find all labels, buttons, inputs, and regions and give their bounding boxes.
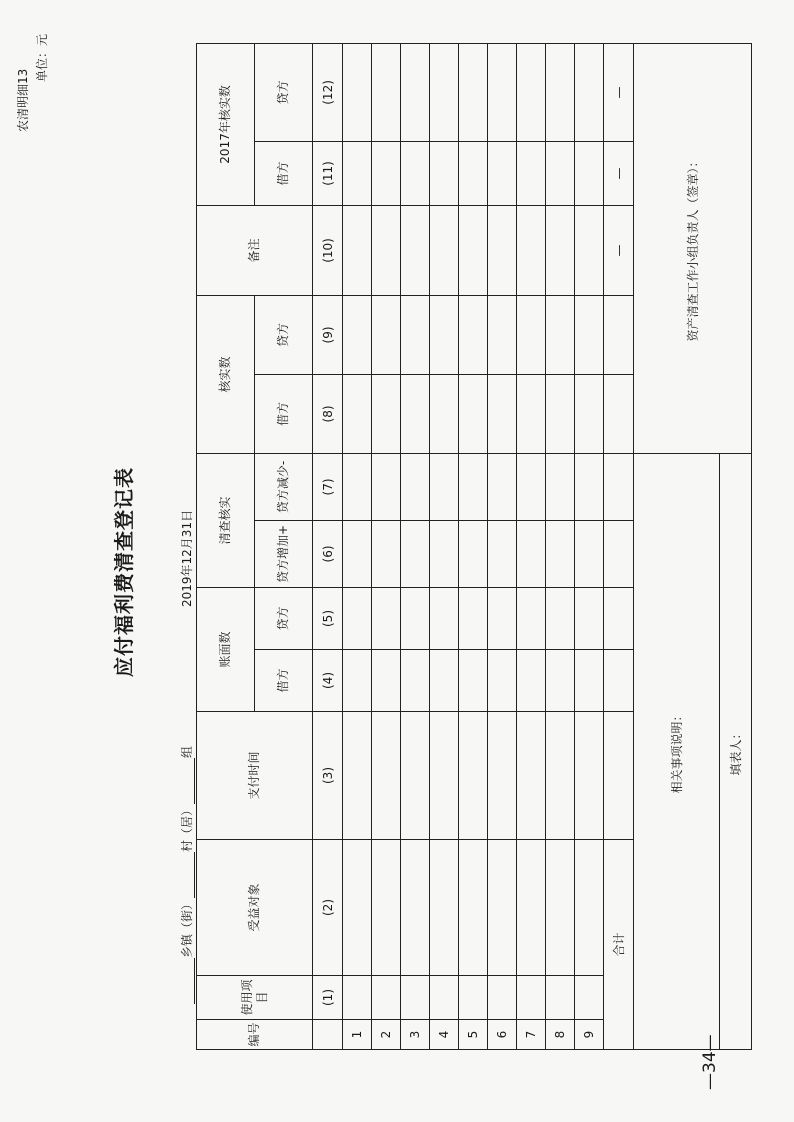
row-number: 5	[459, 1020, 488, 1050]
entry-cell[interactable]	[372, 712, 401, 840]
entry-cell[interactable]	[575, 840, 604, 976]
table-row	[430, 43, 459, 1049]
table-row	[488, 43, 517, 1049]
table-row	[372, 43, 401, 1049]
entry-cell[interactable]	[459, 650, 488, 712]
entry-cell[interactable]	[401, 520, 430, 587]
entry-cell[interactable]	[430, 141, 459, 205]
entry-cell[interactable]	[517, 205, 546, 295]
entry-cell[interactable]	[372, 43, 401, 141]
form-title: 应付福利费清查登记表	[112, 467, 136, 677]
leader-label: 资产清查工作小组负责人（签章）：	[686, 155, 700, 342]
table-row	[575, 43, 604, 1049]
entry-cell[interactable]	[488, 295, 517, 374]
entry-cell[interactable]	[575, 141, 604, 205]
table-row	[401, 43, 430, 1049]
entry-cell[interactable]	[343, 374, 372, 453]
entry-cell[interactable]	[401, 295, 430, 374]
entry-cell[interactable]	[459, 520, 488, 587]
col-num-11: (11)	[313, 141, 343, 205]
entry-cell[interactable]	[401, 453, 430, 520]
header-seq: 编号	[197, 1020, 313, 1050]
entry-cell[interactable]	[517, 374, 546, 453]
entry-cell[interactable]	[575, 374, 604, 453]
entry-cell[interactable]	[575, 43, 604, 141]
entry-cell[interactable]	[430, 295, 459, 374]
entry-cell[interactable]	[459, 840, 488, 976]
page-number: —34—	[700, 1034, 720, 1090]
col-num-12: (12)	[313, 43, 343, 141]
entry-cell[interactable]	[459, 205, 488, 295]
row-number: 1	[343, 1020, 372, 1050]
total-label: 合计	[604, 840, 634, 1050]
entry-cell[interactable]	[546, 587, 575, 649]
entry-cell[interactable]	[488, 587, 517, 649]
notes-cell[interactable]	[634, 453, 720, 1049]
entry-cell[interactable]	[575, 587, 604, 649]
entry-cell[interactable]	[343, 650, 372, 712]
entry-cell[interactable]	[459, 295, 488, 374]
entry-cell[interactable]	[401, 650, 430, 712]
entry-cell[interactable]	[488, 205, 517, 295]
entry-cell[interactable]	[372, 587, 401, 649]
col-num-7: (7)	[313, 453, 343, 520]
row-number: 6	[488, 1020, 517, 1050]
row-number: 4	[430, 1020, 459, 1050]
entry-cell[interactable]	[401, 141, 430, 205]
header-book-debit: 借方	[255, 650, 313, 712]
header-book-credit: 贷方	[255, 587, 313, 649]
entry-cell[interactable]	[488, 453, 517, 520]
entry-cell[interactable]	[372, 453, 401, 520]
row-number: 9	[575, 1020, 604, 1050]
row-number: 7	[517, 1020, 546, 1050]
entry-cell[interactable]	[343, 712, 372, 840]
entry-cell[interactable]	[488, 840, 517, 976]
header-credit-inc: 贷方增加+	[255, 520, 313, 587]
header-beneficiary: 受益对象	[197, 840, 313, 976]
form-date: 2019年12月31日	[180, 509, 194, 607]
entry-cell[interactable]	[459, 976, 488, 1020]
table-row	[546, 43, 575, 1049]
entry-cell[interactable]	[372, 840, 401, 976]
row-number: 3	[401, 1020, 430, 1050]
header-pay-time: 支付时间	[197, 712, 313, 840]
entry-cell[interactable]	[343, 453, 372, 520]
header-check: 清查核实	[197, 453, 255, 587]
entry-cell[interactable]	[401, 205, 430, 295]
entry-cell[interactable]	[401, 976, 430, 1020]
entry-cell[interactable]	[430, 840, 459, 976]
entry-cell[interactable]	[459, 141, 488, 205]
location-line	[178, 746, 195, 1004]
filler-label: 填表人：	[729, 727, 743, 776]
entry-cell[interactable]	[517, 295, 546, 374]
group-blank	[182, 758, 195, 804]
entry-cell[interactable]	[430, 650, 459, 712]
entry-cell[interactable]	[401, 587, 430, 649]
entry-cell[interactable]	[517, 453, 546, 520]
entry-cell[interactable]	[488, 141, 517, 205]
township-label: 乡镇（街）	[180, 897, 194, 958]
col-num-8: (8)	[313, 374, 343, 453]
header-book: 账面数	[197, 587, 255, 711]
col-num-6: (6)	[313, 520, 343, 587]
entry-cell[interactable]	[575, 712, 604, 840]
township-blank	[182, 958, 195, 1004]
form-code: 农清明细13	[16, 68, 30, 132]
entry-cell[interactable]	[343, 976, 372, 1020]
col-num-2: (2)	[313, 840, 343, 976]
entry-cell[interactable]	[546, 43, 575, 141]
entry-cell[interactable]	[430, 453, 459, 520]
row-number: 8	[546, 1020, 575, 1050]
entry-cell[interactable]	[459, 453, 488, 520]
entry-cell[interactable]	[575, 205, 604, 295]
total-cell[interactable]	[604, 587, 634, 649]
entry-cell[interactable]	[575, 976, 604, 1020]
total-remark-dash: —	[604, 205, 634, 295]
entry-cell[interactable]	[343, 205, 372, 295]
entry-cell[interactable]	[430, 712, 459, 840]
total-cell[interactable]	[604, 374, 634, 453]
entry-cell[interactable]	[372, 205, 401, 295]
entry-cell[interactable]	[575, 295, 604, 374]
entry-cell[interactable]	[546, 712, 575, 840]
entry-cell[interactable]	[372, 141, 401, 205]
total-cell[interactable]	[604, 650, 634, 712]
group-label: 组	[180, 745, 194, 758]
entry-cell[interactable]	[488, 43, 517, 141]
total-cell[interactable]	[604, 520, 634, 587]
header-2017: 2017年核实数	[197, 43, 255, 205]
entry-cell[interactable]	[546, 374, 575, 453]
total-2017-debit-dash: —	[604, 141, 634, 205]
entry-cell[interactable]	[488, 712, 517, 840]
entry-cell[interactable]	[401, 840, 430, 976]
total-2017-credit-dash: —	[604, 43, 634, 141]
col-num-5: (5)	[313, 587, 343, 649]
checklist-table	[196, 43, 752, 1050]
entry-cell[interactable]	[517, 141, 546, 205]
header-item: 使用项目	[197, 976, 313, 1020]
table-row	[517, 43, 546, 1049]
entry-cell[interactable]	[546, 141, 575, 205]
village-label: 村（居）	[180, 803, 194, 852]
table-row	[343, 43, 372, 1049]
header-remark: 备注	[197, 205, 313, 295]
entry-cell[interactable]	[488, 520, 517, 587]
entry-cell[interactable]	[430, 587, 459, 649]
entry-cell[interactable]	[459, 587, 488, 649]
entry-cell[interactable]	[430, 374, 459, 453]
entry-cell[interactable]	[517, 976, 546, 1020]
entry-cell[interactable]	[517, 43, 546, 141]
entry-cell[interactable]	[430, 976, 459, 1020]
total-cell[interactable]	[604, 295, 634, 374]
entry-cell[interactable]	[343, 295, 372, 374]
entry-cell[interactable]	[459, 43, 488, 141]
entry-cell[interactable]	[546, 976, 575, 1020]
entry-cell[interactable]	[372, 520, 401, 587]
village-blank	[182, 852, 195, 898]
entry-cell[interactable]	[343, 141, 372, 205]
entry-cell[interactable]	[372, 295, 401, 374]
entry-cell[interactable]	[430, 43, 459, 141]
col-num-4: (4)	[313, 650, 343, 712]
header-credit-dec: 贷方减少-	[255, 453, 313, 520]
entry-cell[interactable]	[459, 374, 488, 453]
entry-cell[interactable]	[517, 840, 546, 976]
entry-cell[interactable]	[517, 650, 546, 712]
row-number: 2	[372, 1020, 401, 1050]
col-num-9: (9)	[313, 295, 343, 374]
entry-cell[interactable]	[488, 650, 517, 712]
total-cell[interactable]	[604, 453, 634, 520]
entry-cell[interactable]	[546, 650, 575, 712]
table-row	[459, 43, 488, 1049]
entry-cell[interactable]	[372, 976, 401, 1020]
entry-cell[interactable]	[517, 712, 546, 840]
entry-cell[interactable]	[546, 205, 575, 295]
entry-cell[interactable]	[575, 520, 604, 587]
entry-cell[interactable]	[343, 43, 372, 141]
filler-cell[interactable]	[720, 453, 752, 1049]
entry-cell[interactable]	[517, 587, 546, 649]
entry-cell[interactable]	[343, 520, 372, 587]
entry-cell[interactable]	[488, 374, 517, 453]
col-num-blank	[313, 1020, 343, 1050]
total-cell[interactable]	[604, 712, 634, 840]
entry-cell[interactable]	[459, 712, 488, 840]
col-num-3: (3)	[313, 712, 343, 840]
entry-cell[interactable]	[517, 520, 546, 587]
notes-label: 相关事项说明：	[670, 709, 684, 794]
entry-cell[interactable]	[575, 453, 604, 520]
entry-cell[interactable]	[343, 840, 372, 976]
header-verified: 核实数	[197, 295, 255, 453]
entry-cell[interactable]	[488, 976, 517, 1020]
entry-cell[interactable]	[546, 520, 575, 587]
entry-cell[interactable]	[401, 43, 430, 141]
entry-cell[interactable]	[546, 295, 575, 374]
entry-cell[interactable]	[372, 650, 401, 712]
entry-cell[interactable]	[401, 374, 430, 453]
entry-cell[interactable]	[430, 520, 459, 587]
entry-cell[interactable]	[401, 712, 430, 840]
col-num-10: (10)	[313, 205, 343, 295]
header-verified-debit: 借方	[255, 374, 313, 453]
entry-cell[interactable]	[372, 374, 401, 453]
leader-signature-cell[interactable]	[634, 43, 752, 453]
data-rows	[343, 43, 604, 1049]
col-num-1: (1)	[313, 976, 343, 1020]
entry-cell[interactable]	[546, 840, 575, 976]
header-2017-credit: 贷方	[255, 43, 313, 141]
entry-cell[interactable]	[546, 453, 575, 520]
entry-cell[interactable]	[343, 587, 372, 649]
entry-cell[interactable]	[430, 205, 459, 295]
header-verified-credit: 贷方	[255, 295, 313, 374]
unit-label: 单位：元	[35, 33, 49, 82]
header-2017-debit: 借方	[255, 141, 313, 205]
entry-cell[interactable]	[575, 650, 604, 712]
